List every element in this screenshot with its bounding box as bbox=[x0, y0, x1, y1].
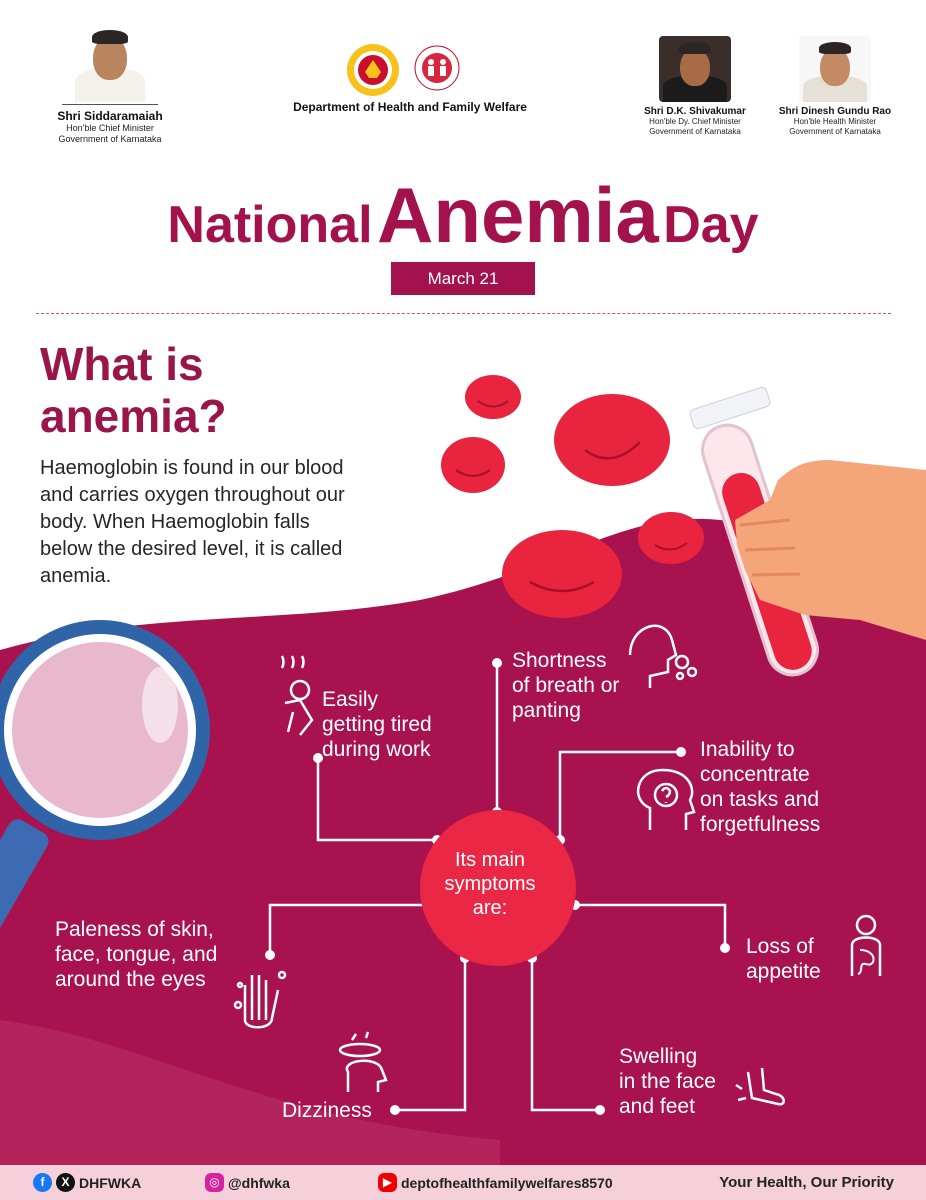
symptom-tired bbox=[322, 687, 432, 762]
leader-left-role: Hon'ble Chief Minister bbox=[66, 123, 154, 133]
footer-instagram-link[interactable] bbox=[205, 1165, 290, 1200]
intro-line: body. When Haemoglobin falls bbox=[40, 511, 310, 533]
title-part-national: National bbox=[167, 196, 373, 254]
symptom-line: in the face bbox=[619, 1070, 716, 1093]
center-line: Its main bbox=[454, 849, 526, 871]
symptom-line: around the eyes bbox=[55, 968, 206, 991]
center-line: symptoms bbox=[444, 873, 536, 895]
government-emblems bbox=[345, 42, 470, 100]
symptom-line: Swelling bbox=[619, 1045, 698, 1068]
leader-right-1-portrait bbox=[659, 36, 731, 102]
intro-line: below the desired level, it is called bbox=[40, 538, 343, 560]
intro-line: anemia. bbox=[40, 565, 112, 587]
heading-line-1: What is bbox=[40, 338, 204, 390]
blood-cell-icon bbox=[441, 437, 505, 493]
footer-tagline: Your Health, Our Priority bbox=[719, 1174, 894, 1191]
symptom-concentrate bbox=[700, 737, 820, 837]
department-name: Department of Health and Family Welfare bbox=[293, 100, 527, 114]
leader-left-name: Shri Siddaramaiah bbox=[57, 109, 163, 123]
footer bbox=[0, 1165, 926, 1200]
footer-youtube-handle: deptofhealthfamilywelfares8570 bbox=[401, 1174, 613, 1191]
instagram-icon: ◎ bbox=[205, 1173, 224, 1192]
symptom-line: Loss of bbox=[746, 935, 814, 958]
leader-right-1-govt: Government of Karnataka bbox=[649, 127, 741, 136]
heading-line-2: anemia? bbox=[40, 390, 227, 442]
facebook-icon: f bbox=[33, 1173, 52, 1192]
title-part-anemia: Anemia bbox=[376, 171, 659, 259]
center-caption bbox=[425, 848, 555, 920]
footer-social-link[interactable] bbox=[33, 1165, 141, 1200]
symptom-line: Dizziness bbox=[282, 1099, 372, 1122]
symptom-line: panting bbox=[512, 699, 581, 722]
leader-right-1-name: Shri D.K. Shivakumar bbox=[644, 106, 746, 117]
blood-cell-icon bbox=[465, 375, 521, 419]
symptom-line: Shortness bbox=[512, 649, 607, 672]
section-heading bbox=[40, 338, 227, 442]
center-line: are: bbox=[472, 897, 508, 919]
footer-instagram-handle: @dhfwka bbox=[228, 1174, 290, 1191]
symptom-breath bbox=[512, 648, 619, 723]
blood-cell-icon bbox=[554, 394, 670, 486]
intro-paragraph bbox=[40, 455, 440, 590]
footer-youtube-link[interactable] bbox=[378, 1165, 613, 1200]
symptom-line: appetite bbox=[746, 960, 821, 983]
symptom-line: Paleness of skin, bbox=[55, 918, 214, 941]
header bbox=[0, 0, 926, 170]
leader-right-1 bbox=[630, 36, 760, 137]
date-badge: March 21 bbox=[391, 262, 535, 295]
leader-right-2-govt: Government of Karnataka bbox=[789, 127, 881, 136]
symptom-swelling bbox=[619, 1044, 716, 1119]
symptom-appetite bbox=[746, 934, 821, 984]
nhm-logo-icon bbox=[415, 46, 459, 90]
leader-left-portrait bbox=[70, 20, 150, 102]
youtube-icon: ▶ bbox=[378, 1173, 397, 1192]
symptom-line: forgetfulness bbox=[700, 813, 821, 836]
blood-cell-icon bbox=[502, 530, 622, 618]
symptom-pale bbox=[55, 917, 217, 992]
x-icon: X bbox=[56, 1173, 75, 1192]
leader-left bbox=[40, 20, 180, 145]
symptom-line: face, tongue, and bbox=[55, 943, 218, 966]
symptom-dizziness bbox=[282, 1098, 372, 1123]
symptom-line: of breath or bbox=[512, 674, 620, 697]
title-part-day: Day bbox=[663, 196, 759, 254]
blood-cell-icon bbox=[638, 512, 704, 564]
symptom-line: Easily bbox=[322, 688, 379, 711]
symptom-line: and feet bbox=[619, 1095, 695, 1118]
leader-right-1-role: Hon'ble Dy. Chief Minister bbox=[649, 117, 741, 126]
symptom-line: getting tired bbox=[322, 713, 432, 736]
divider bbox=[36, 313, 891, 314]
leader-right-2-name: Shri Dinesh Gundu Rao bbox=[778, 106, 892, 117]
leader-left-govt: Government of Karnataka bbox=[58, 134, 162, 144]
page-title bbox=[0, 170, 926, 261]
symptom-line: during work bbox=[322, 738, 431, 761]
intro-line: and carries oxygen throughout our bbox=[40, 484, 345, 506]
footer-social-handle: DHFWKA bbox=[79, 1174, 142, 1191]
symptom-line: concentrate bbox=[700, 763, 810, 786]
leader-right-2-portrait bbox=[799, 36, 871, 102]
intro-line: Haemoglobin is found in our blood bbox=[40, 457, 344, 479]
symptom-line: Inability to bbox=[700, 738, 795, 761]
leader-right-2-role: Hon'ble Health Minister bbox=[793, 117, 877, 126]
leader-right-2 bbox=[770, 36, 900, 137]
karnataka-emblem-icon bbox=[347, 44, 399, 96]
symptom-line: on tasks and bbox=[700, 788, 820, 811]
